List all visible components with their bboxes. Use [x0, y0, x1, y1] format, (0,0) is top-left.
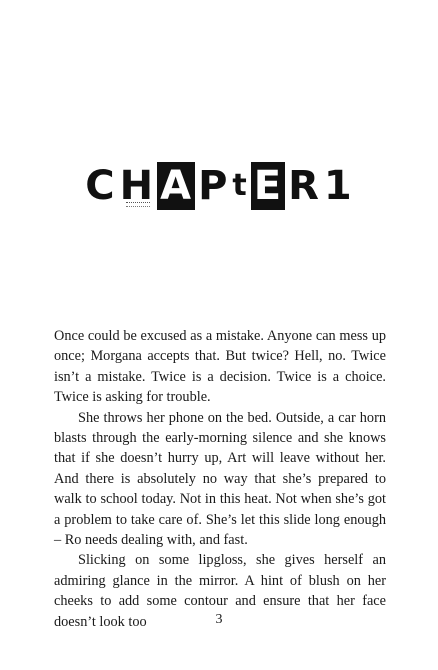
chapter-letter: C — [85, 163, 116, 209]
chapter-body — [54, 326, 386, 632]
chapter-letter: A — [157, 162, 195, 210]
chapter-letter: E — [251, 162, 285, 210]
chapter-letter: R — [288, 163, 320, 209]
paragraph: She throws her phone on the bed. Outside, a car horn blasts through the early-morning silence and she knows that if she doesn’t hurry up, Art will leave without her. And there is absolutely no way that she’s prepared to walk to school today. Not in this heat. Not when she’s got a problem to take care of. She’s let this slide long enough – Ro needs dealing with, and fast. — [54, 409, 386, 549]
chapter-letter: t — [232, 168, 248, 203]
chapter-title — [0, 162, 438, 210]
chapter-letter: H — [119, 163, 155, 209]
chapter-number: 1 — [323, 163, 353, 209]
paragraph: Once could be excused as a mistake. Anyone can mess up once; Morgana accepts that. But twice? Hell, no. Twice isn’t a mistake. Twice is a decision. Twice is a choice. Twice is asking for trouble. — [54, 328, 386, 406]
page-number: 3 — [215, 612, 223, 627]
paragraph: Slicking on some lipgloss, she gives herself an admiring glance in the mirror. A hint of blush on her cheeks to add some contour and ensure that her face doesn’t look too — [54, 552, 386, 630]
chapter-letter: P — [198, 163, 229, 209]
